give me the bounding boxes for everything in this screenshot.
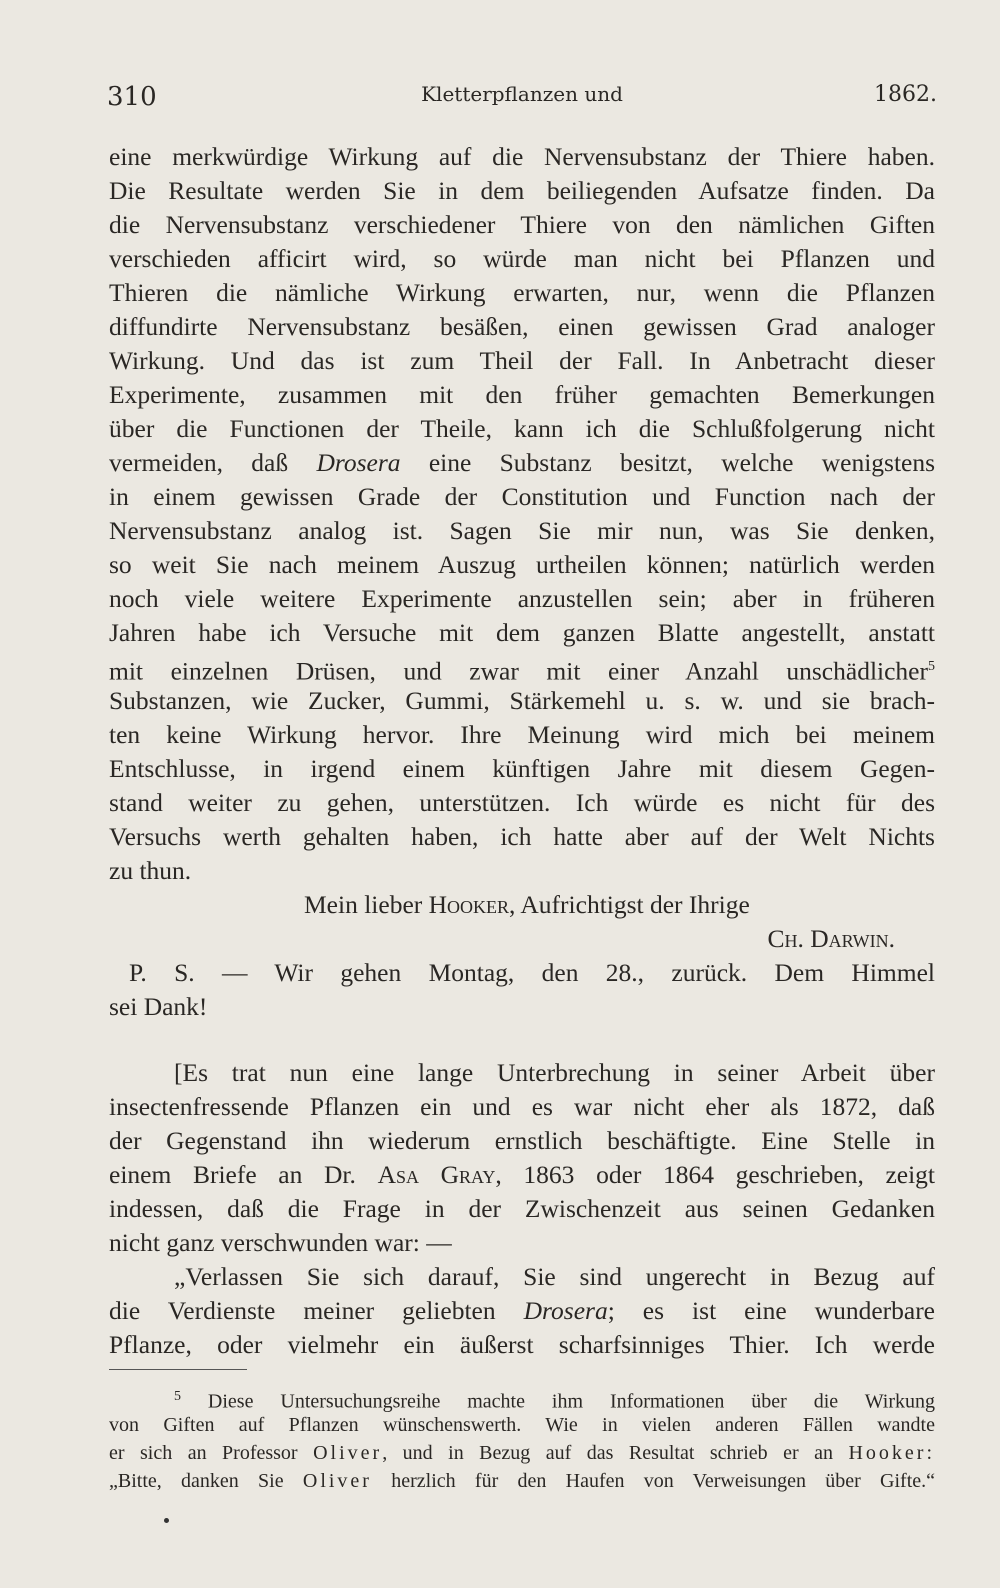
text-line: Nervensubstanz analog ist. Sagen Sie mir nun, was Sie denken, <box>109 516 935 545</box>
footnote-line <box>109 1467 935 1495</box>
text-line <box>109 446 935 480</box>
text-segment: , und in Bezug auf das Resultat schrieb er an <box>382 1442 833 1464</box>
text-segment: Mein lieber <box>304 890 423 919</box>
text-line: Die Resultate werden Sie in dem beiliegenden Aufsatze finden. Da <box>109 176 935 205</box>
text-line <box>109 1294 935 1328</box>
text-line: nicht ganz verschwunden war: — <box>109 1228 452 1257</box>
text-line: Thieren die nämliche Wirkung erwarten, nur, wenn die Pflanzen <box>109 278 935 307</box>
text-line: sei Dank! <box>109 992 208 1021</box>
header-year: 1862. <box>874 82 937 107</box>
text-line: diffundirte Nervensubstanz besäßen, einen gewissen Grad analoger <box>109 312 935 341</box>
running-title: Kletterpflanzen und <box>421 82 623 106</box>
text-segment: mit einzelnen Drüsen, und zwar mit einer Anzahl unschädlicher <box>109 656 928 686</box>
text-line: P. S. — Wir gehen Montag, den 28., zurück. Dem Himmel <box>129 958 935 987</box>
text-segment: herzlich für den Haufen von Verweisungen über Gifte.“ <box>391 1470 935 1492</box>
text-line: der Gegenstand ihn wiederum ernstlich beschäftigte. Eine Stelle in <box>109 1126 935 1155</box>
genus-name: Drosera <box>523 1296 608 1325</box>
text-line: Pflanze, oder vielmehr ein äußerst scharfsinniges Thier. Ich werde <box>109 1330 935 1359</box>
text-line: eine merkwürdige Wirkung auf die Nervensubstanz der Thiere haben. <box>109 142 935 171</box>
paragraph-gap <box>109 1024 935 1056</box>
person-name: Hooker: <box>848 1442 936 1464</box>
text-segment: ; es ist eine wunderbare <box>607 1296 936 1325</box>
text-line: Experimente, zusammen mit den früher gemachten Bemerkungen <box>109 380 935 409</box>
print-speck <box>164 1518 169 1523</box>
text-segment: Diese Untersuchungsreihe machte ihm Informationen über die Wirkung <box>207 1390 935 1413</box>
text-line: Jahren habe ich Versuche mit dem ganzen Blatte angestellt, anstatt <box>109 618 935 647</box>
footnote-line <box>109 1439 935 1467</box>
text-line <box>109 1158 935 1192</box>
footnote <box>109 1383 935 1495</box>
person-name: Oliver <box>302 1470 372 1492</box>
main-text <box>109 140 935 1362</box>
signature: Ch. Darwin. <box>767 924 895 953</box>
text-line: über die Functionen der Theile, kann ich die Schlußfolgerung nicht <box>109 414 935 443</box>
text-segment: einem Briefe an Dr. <box>109 1160 356 1189</box>
text-line: stand weiter zu gehen, unterstützen. Ich würde es nicht für des <box>109 788 935 817</box>
page-number: 310 <box>107 82 157 112</box>
text-line: die Nervensubstanz verschiedener Thiere von den nämlichen Giften <box>109 210 935 239</box>
text-line: [Es trat nun eine lange Unterbrechung in seiner Arbeit über <box>174 1058 935 1087</box>
text-line: Wirkung. Und das ist zum Theil der Fall. In Anbetracht dieser <box>109 346 935 375</box>
text-line: noch viele weitere Experimente anzustellen sein; aber in früheren <box>109 584 935 613</box>
text-line: Versuchs werth gehalten haben, ich hatte aber auf der Welt Nichts <box>109 822 935 851</box>
text-line: so weit Sie nach meinem Auszug urtheilen können; natürlich werden <box>109 550 935 579</box>
text-segment: , Aufrichtigst der Ihrige <box>509 890 750 919</box>
page-header <box>107 82 937 122</box>
text-line: indessen, daß die Frage in der Zwischenzeit aus seinen Gedanken <box>109 1194 935 1223</box>
genus-name: Drosera <box>316 448 401 477</box>
footnote-ref: 5 <box>928 659 935 674</box>
closing-line <box>109 888 935 922</box>
text-segment: eine Substanz besitzt, welche wenigstens <box>428 448 936 477</box>
person-name: Hooker <box>428 890 510 919</box>
text-line: insectenfressende Pflanzen ein und es war nicht eher als 1872, daß <box>109 1092 935 1121</box>
text-line: Entschlusse, in irgend einem künftigen Jahre mit diesem Gegen- <box>109 754 935 783</box>
text-segment: die Verdienste meiner geliebten <box>109 1296 496 1325</box>
text-line: verschieden afficirt wird, so würde man nicht bei Pflanzen und <box>109 244 935 273</box>
text-line: in einem gewissen Grade der Constitution und Function nach der <box>109 482 935 511</box>
text-line <box>109 650 935 684</box>
footnote-rule <box>109 1369 247 1370</box>
text-line: ten keine Wirkung hervor. Ihre Meinung wird mich bei meinem <box>109 720 935 749</box>
footnote-line: von Giften auf Pflanzen wünschenswerth. Wie in vielen anderen Fällen wandte <box>109 1414 935 1436</box>
text-line: „Verlassen Sie sich darauf, Sie sind ungerecht in Bezug auf <box>174 1262 935 1291</box>
footnote-marker: 5 <box>174 1389 181 1404</box>
person-name: Asa Gray <box>377 1160 496 1189</box>
text-segment: vermeiden, daß <box>109 448 289 477</box>
text-segment: , 1863 oder 1864 geschrieben, zeigt <box>495 1160 936 1189</box>
text-line: zu thun. <box>109 856 192 885</box>
text-segment: er sich an Professor <box>109 1442 298 1464</box>
text-segment: „Bitte, danken Sie <box>109 1470 284 1492</box>
footnote-line <box>109 1383 935 1411</box>
person-name: Oliver <box>313 1442 383 1464</box>
text-line: Substanzen, wie Zucker, Gummi, Stärkemehl u. s. w. und sie brach- <box>109 686 935 715</box>
